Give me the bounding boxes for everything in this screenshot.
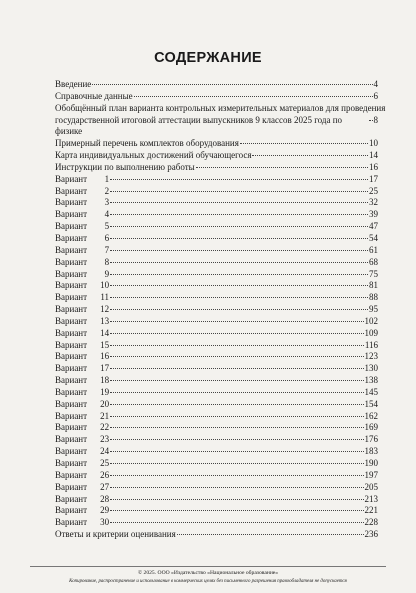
dot-leader [134, 95, 373, 97]
toc-page-number: 39 [369, 209, 378, 220]
toc-entry-variant[interactable] [55, 387, 378, 399]
variant-number: 12 [100, 304, 110, 315]
dot-leader [110, 225, 368, 227]
toc-entry-variant[interactable] [55, 269, 378, 281]
footer-copyright: © 2025. ООО «Издательство «Национальное образование» [137, 570, 279, 576]
variant-word: Вариант [55, 209, 88, 220]
dot-leader [110, 237, 368, 239]
variant-word: Вариант [55, 517, 88, 528]
toc-page-number: 123 [364, 351, 378, 362]
variant-number: 10 [100, 280, 110, 291]
dot-leader [110, 509, 363, 511]
toc-variant-label [55, 494, 109, 506]
toc-variant-label [55, 269, 109, 281]
variant-word: Вариант [55, 280, 88, 291]
toc-variant-label [55, 304, 109, 316]
toc-entry-variant[interactable] [55, 209, 378, 221]
dot-leader [110, 438, 363, 440]
toc-page-number: 176 [364, 434, 378, 445]
variant-word: Вариант [55, 386, 88, 397]
toc-variant-label [55, 399, 109, 411]
toc-page-number: 95 [369, 304, 378, 315]
toc-entry-variant[interactable] [55, 174, 378, 186]
toc-page-number: 47 [369, 221, 378, 232]
dot-leader [110, 403, 363, 405]
toc-entry-label: Справочные данные [55, 90, 133, 101]
toc-page-number: 75 [369, 268, 378, 279]
variant-number: 13 [100, 315, 110, 326]
footer-divider [30, 566, 386, 567]
dot-leader [110, 521, 363, 523]
toc-page-number: 102 [364, 315, 378, 326]
toc-entry-variant[interactable] [55, 494, 378, 506]
variant-number: 29 [100, 505, 110, 516]
toc-entry-label: Введение [55, 79, 92, 89]
toc-page-number: 183 [364, 446, 378, 457]
variant-word: Вариант [55, 327, 88, 338]
toc-page-number: 236 [364, 529, 378, 540]
variant-number: 6 [104, 232, 110, 243]
variant-word: Вариант [55, 292, 88, 303]
toc-variant-label [55, 340, 109, 352]
variant-number: 7 [104, 244, 110, 255]
table-of-contents [55, 79, 386, 541]
variant-number: 22 [100, 422, 110, 433]
variant-number: 18 [100, 375, 110, 386]
toc-entry-variant[interactable] [55, 197, 378, 209]
toc-variant-label [55, 221, 109, 233]
dot-leader [110, 426, 363, 428]
variant-word: Вариант [55, 304, 88, 315]
toc-entry-general-plan[interactable] [55, 102, 386, 139]
toc-entry-variant[interactable] [55, 363, 378, 375]
toc-entry-variant[interactable] [55, 505, 378, 517]
variant-word: Вариант [55, 232, 88, 243]
toc-entry-answers[interactable] [55, 529, 378, 541]
toc-entry-variant[interactable] [55, 422, 378, 434]
dot-leader [110, 379, 363, 381]
toc-entry-variant[interactable] [55, 304, 378, 316]
toc-page-number: 205 [364, 481, 378, 492]
toc-entry-variant[interactable] [55, 446, 378, 458]
toc-variant-label [55, 292, 109, 304]
variant-number: 30 [100, 517, 110, 528]
toc-entry-variant[interactable] [55, 233, 378, 245]
dot-leader [110, 190, 368, 192]
toc-entry-variant[interactable] [55, 292, 378, 304]
dot-leader [110, 367, 363, 369]
dot-leader [110, 320, 363, 322]
variant-list [55, 174, 378, 529]
variant-word: Вариант [55, 268, 88, 279]
variant-word: Вариант [55, 173, 88, 184]
dot-leader [110, 201, 368, 203]
variant-word: Вариант [55, 244, 88, 255]
toc-entry-variant[interactable] [55, 328, 378, 340]
toc-entry-variant[interactable] [55, 340, 378, 352]
dot-leader [196, 166, 368, 168]
dot-leader [110, 296, 368, 298]
toc-variant-label [55, 411, 109, 423]
toc-variant-label [55, 174, 109, 186]
variant-number: 4 [104, 209, 110, 220]
toc-variant-label [55, 482, 109, 494]
variant-word: Вариант [55, 339, 88, 350]
toc-entry-variant[interactable] [55, 458, 378, 470]
toc-page-number: 16 [369, 161, 378, 172]
dot-leader [110, 213, 368, 215]
variant-word: Вариант [55, 197, 88, 208]
variant-number: 24 [100, 446, 110, 457]
toc-entry-variant[interactable] [55, 245, 378, 257]
dot-leader [110, 344, 364, 346]
variant-word: Вариант [55, 481, 88, 492]
toc-entry-instructions[interactable] [55, 162, 378, 174]
toc-entry-variant[interactable] [55, 470, 378, 482]
variant-number: 19 [100, 386, 110, 397]
dot-leader [110, 498, 363, 500]
toc-variant-label [55, 446, 109, 458]
toc-page-number: 213 [364, 493, 378, 504]
variant-number: 11 [100, 292, 110, 303]
dot-leader [177, 533, 364, 535]
dot-leader [240, 142, 368, 144]
toc-variant-label [55, 233, 109, 245]
toc-page-number: 25 [369, 185, 378, 196]
toc-variant-label [55, 422, 109, 434]
variant-word: Вариант [55, 422, 88, 433]
variant-number: 17 [100, 363, 110, 374]
toc-variant-label [55, 186, 109, 198]
toc-page-number: 169 [364, 422, 378, 433]
toc-page-number: 162 [364, 410, 378, 421]
toc-variant-label [55, 328, 109, 340]
toc-page-number: 154 [364, 398, 378, 409]
dot-leader [110, 308, 368, 310]
toc-entry-variant[interactable] [55, 186, 378, 198]
dot-leader [110, 415, 363, 417]
dot-leader [110, 273, 368, 275]
variant-word: Вариант [55, 221, 88, 232]
dot-leader [110, 178, 368, 180]
footer-copy-notice: Копирование, распространение и использование в коммерческих целях без письменного разрешения правообладателя не допускается [69, 579, 347, 584]
variant-word: Вариант [55, 363, 88, 374]
variant-number: 8 [104, 256, 110, 267]
toc-variant-label [55, 375, 109, 387]
variant-word: Вариант [55, 505, 88, 516]
variant-number: 26 [100, 469, 110, 480]
toc-entry-label: Ответы и критерии оценивания [55, 529, 176, 540]
toc-entry-variant[interactable] [55, 434, 378, 446]
variant-word: Вариант [55, 469, 88, 480]
toc-variant-label [55, 517, 109, 529]
toc-entry-variant[interactable] [55, 482, 378, 494]
toc-entry-variant[interactable] [55, 517, 378, 529]
toc-page-number: 14 [369, 150, 378, 161]
dot-leader [110, 284, 368, 286]
toc-page-number: 228 [364, 517, 378, 528]
variant-word: Вариант [55, 375, 88, 386]
dot-leader [110, 249, 368, 251]
toc-variant-label [55, 470, 109, 482]
variant-word: Вариант [55, 493, 88, 504]
toc-entry-variant[interactable] [55, 399, 378, 411]
toc-entry-equipment-list[interactable] [55, 138, 378, 150]
toc-page-number: 190 [364, 458, 378, 468]
variant-word: Вариант [55, 410, 88, 421]
toc-page-number: 81 [369, 280, 378, 291]
dot-leader [252, 154, 368, 156]
toc-page-number: 54 [369, 232, 378, 243]
variant-number: 2 [104, 185, 110, 196]
toc-variant-label [55, 257, 109, 269]
toc-entry-label-line1: Обобщённый план варианта контрольных измерительных материалов для проведения [55, 102, 386, 113]
toc-page-number: 6 [373, 90, 378, 101]
toc-page-number: 68 [369, 256, 378, 267]
toc-page-number: 10 [369, 138, 378, 149]
toc-page-number: 116 [364, 339, 378, 350]
toc-variant-label [55, 316, 109, 328]
variant-word: Вариант [55, 185, 88, 196]
toc-variant-label [55, 245, 109, 257]
toc-variant-label [55, 197, 109, 209]
toc-variant-label [55, 280, 109, 292]
variant-number: 20 [100, 398, 110, 409]
toc-entry-label: Карта индивидуальных достижений обучающегося [55, 150, 252, 161]
variant-number: 3 [104, 197, 110, 208]
toc-entry-variant[interactable] [55, 351, 378, 363]
toc-page-number: 197 [364, 469, 378, 480]
toc-page-number: 145 [364, 386, 378, 397]
dot-leader [92, 83, 372, 85]
variant-number: 23 [100, 434, 110, 445]
toc-variant-label [55, 505, 109, 517]
variant-word: Вариант [55, 256, 88, 267]
variant-number: 28 [100, 493, 110, 504]
variant-number: 14 [100, 327, 110, 338]
toc-page-number: 138 [364, 375, 378, 386]
toc-entry-variant[interactable] [55, 221, 378, 233]
toc-entry-reference-data[interactable] [55, 91, 378, 103]
toc-entry-variant[interactable] [55, 257, 378, 269]
variant-number: 15 [100, 339, 110, 350]
toc-page-number: 61 [369, 244, 378, 255]
toc-page-number: 109 [364, 327, 378, 338]
variant-word: Вариант [55, 398, 88, 409]
variant-number: 25 [100, 458, 110, 468]
dot-leader [110, 391, 363, 393]
variant-word: Вариант [55, 446, 88, 457]
toc-page-number: 130 [364, 363, 378, 374]
toc-page-number: 221 [364, 505, 378, 516]
variant-number: 1 [104, 173, 110, 184]
variant-word: Вариант [55, 315, 88, 326]
variant-word: Вариант [55, 351, 88, 362]
toc-page-number: 4 [373, 79, 378, 89]
toc-variant-label [55, 387, 109, 399]
dot-leader [110, 486, 363, 488]
variant-number: 9 [104, 268, 110, 279]
toc-variant-label [55, 458, 109, 470]
toc-page-number: 32 [369, 197, 378, 208]
variant-number: 21 [100, 410, 110, 421]
toc-variant-label [55, 434, 109, 446]
dot-leader [110, 261, 368, 263]
toc-page-number: 8 [373, 114, 378, 125]
dot-leader [110, 332, 363, 334]
toc-entry-label: Примерный перечень комплектов оборудования [55, 138, 239, 149]
variant-word: Вариант [55, 458, 88, 468]
toc-entry-variant[interactable] [55, 411, 378, 423]
toc-entry-variant[interactable] [55, 316, 378, 328]
toc-page-number: 88 [369, 292, 378, 303]
dot-leader [369, 119, 373, 121]
variant-word: Вариант [55, 434, 88, 445]
dot-leader [110, 474, 363, 476]
toc-entry-label-line2: государственной итоговой аттестации выпускников 9 классов 2025 года по физике [55, 114, 343, 137]
dot-leader [110, 355, 363, 357]
variant-number: 5 [104, 221, 110, 232]
toc-page-number: 17 [369, 173, 378, 184]
variant-number: 16 [100, 351, 110, 362]
toc-entry-label: Инструкции по выполнению работы [55, 161, 195, 172]
toc-entry-achievement-map[interactable] [55, 150, 378, 162]
toc-variant-label [55, 351, 109, 363]
dot-leader [110, 462, 363, 464]
toc-entry-variant[interactable] [55, 280, 378, 292]
dot-leader [110, 450, 363, 452]
toc-entry-variant[interactable] [55, 375, 378, 387]
variant-number: 27 [100, 481, 110, 492]
toc-entry-introduction[interactable] [55, 79, 378, 91]
toc-variant-label [55, 363, 109, 375]
toc-variant-label [55, 209, 109, 221]
page-title: СОДЕРЖАНИЕ [154, 50, 262, 66]
